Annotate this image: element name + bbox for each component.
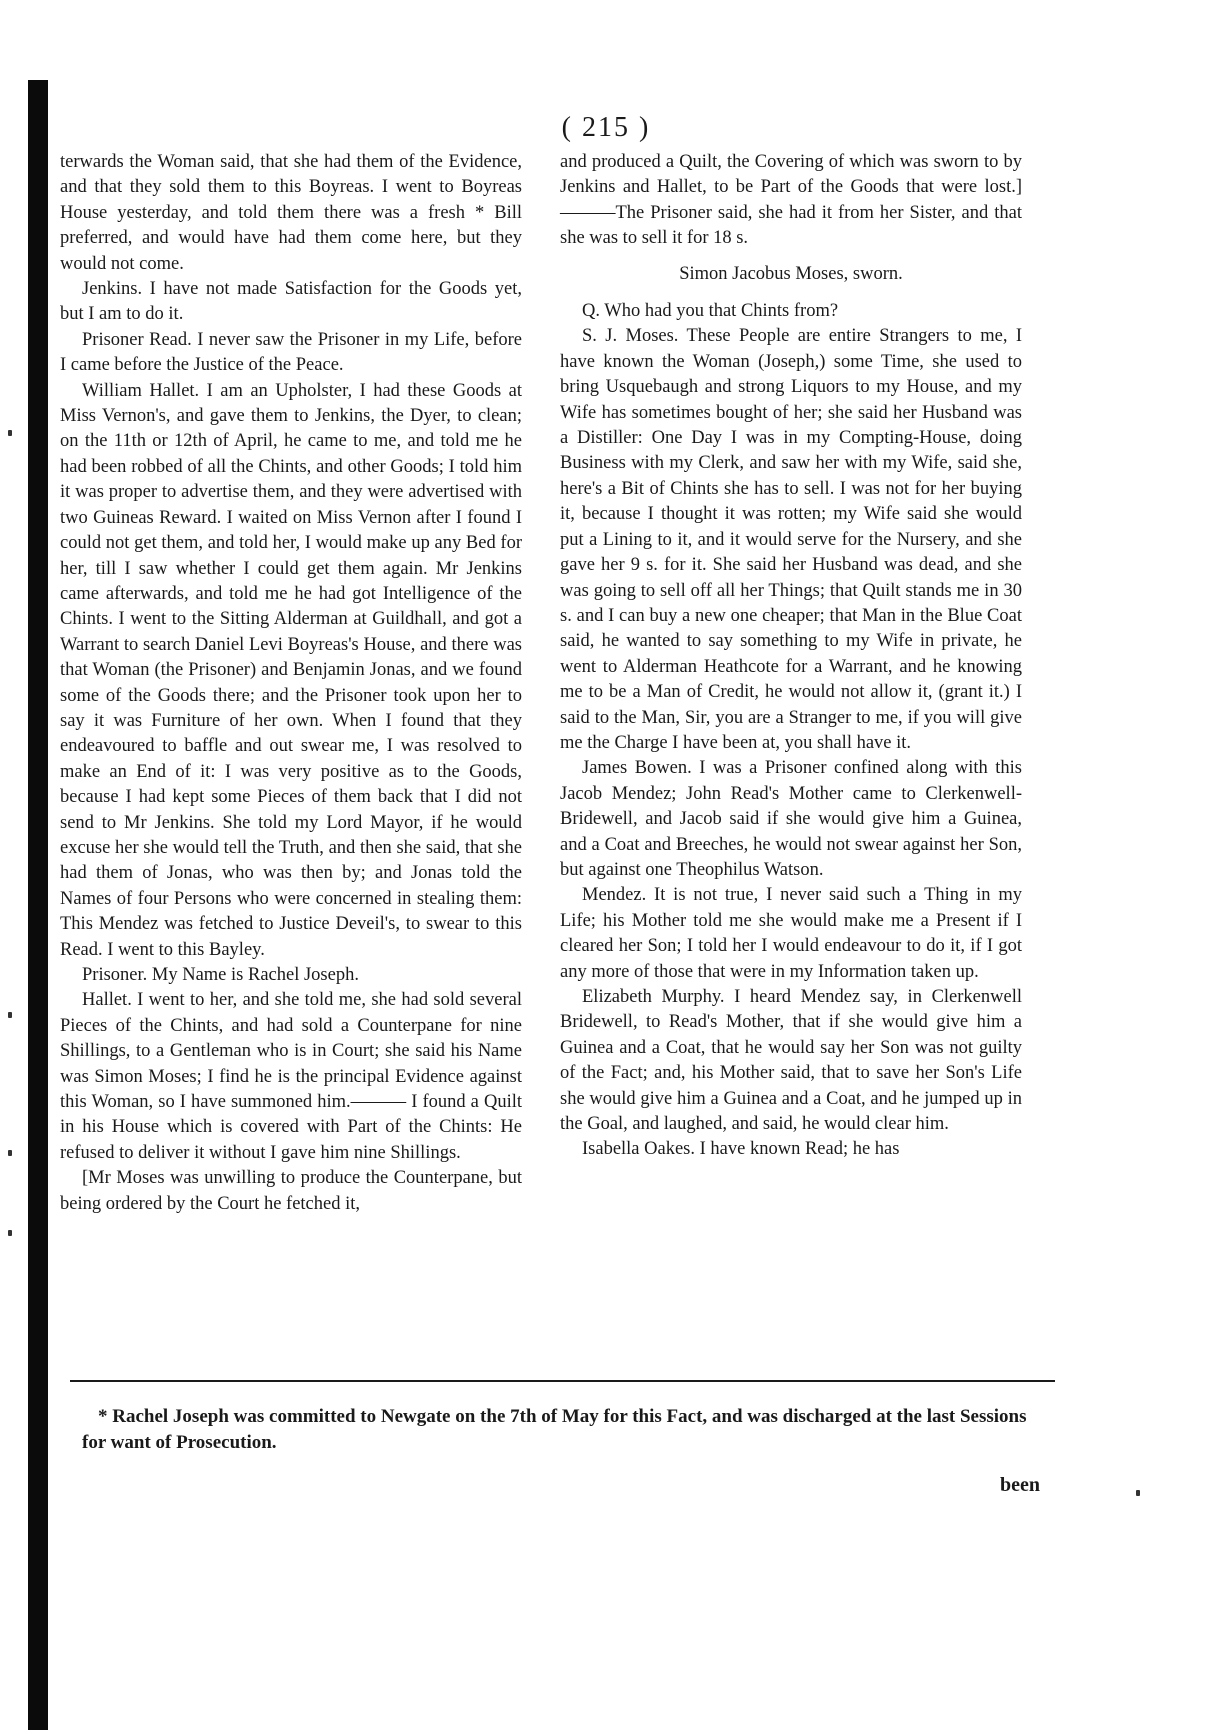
paragraph: Prisoner. My Name is Rachel Joseph. [82,965,359,985]
scan-speck [8,1150,12,1156]
paragraph: James Bowen. I was a Prisoner confined along with this Jacob Mendez; John Read's Mother came to Clerkenwell-Bridewell, and Jacob said if she would give him a Guinea, and a Coat and Breeches, he would not swear against her Son, but against one Theophilus Watson. [560,758,1022,880]
paragraph: Elizabeth Murphy. I heard Mendez say, in Clerkenwell Bridewell, to Read's Mother, that if she would give him a Guinea and a Coat, that he would say her Son was not guilty of the Fact; and, his Mother said, that to save her Son's Life she would give him a Guinea and a Coat, and he jumped up in the Goal, and laughed, and said, he would clear him. [560,987,1022,1135]
binding-edge [28,80,48,1730]
footnote: * Rachel Joseph was committed to Newgate on the 7th of May for this Fact, and was discharged at the last Sessions for want of Prosecution. [82,1406,1027,1453]
page-number: ( 215 ) [561,112,651,143]
paragraph: Jenkins. I have not made Satisfaction for the Goods yet, but I am to do it. [60,279,522,325]
paragraph: Isabella Oakes. I have known Read; he has [582,1139,900,1160]
paragraph: Q. Who had you that Chints from? [582,301,839,322]
right-column [560,150,1022,1163]
scan-speck [8,430,12,436]
footnote-rule [70,1380,1055,1382]
paragraph: S. J. Moses. These People are entire Strangers to me, I have known the Woman (Joseph,) some Time, she used to bring Usquebaugh and strong Liquors to my House, and my Wife has sometimes bought of her; she said her Husband was a Distiller: One Day I was in my Compting-House, doing Business with my Clerk, and saw her with my Wife, said she, here's a Bit of Chints she has to sell. I was not for her buying it, because I thought it was rotten; my Wife said she would put a Lining to it, and it would serve for the Nursery, and she gave her 9 s. for it. She said her Husband was dead, and she was going to sell off all her Things; that Quilt stands me in 30 s. and I can buy a new one cheaper; that Man in the Blue Coat said, he wanted to say something to my Wife in private, he went to Alderman Heathcote for a Warrant, and he knowing me to be a Man of Credit, he would not allow it, (grant it.) I said to the Man, Sir, you are a Stranger to me, if you will give me the Charge I have been at, you shall have it. [560,326,1022,753]
paragraph: Mendez. It is not true, I never said such a Thing in my Life; his Mother told me she would make me a Present if I cleared her Son; I told her I would endeavour to do it, if I got any more of those that were in my Information taken up. [560,885,1022,982]
left-column [60,150,522,1217]
paragraph: terwards the Woman said, that she had them of the Evidence, and that they sold them to this Boyreas. I went to Boyreas House yesterday, and told them there was a fresh * Bill preferred, and would have had them come here, but they would not come. [60,152,522,274]
paragraph: and produced a Quilt, the Covering of which was sworn to by Jenkins and Hallet, to be Part of the Goods that were lost.]———The Prisoner said, she had it from her Sister, and that she was to sell it for 18 s. [560,152,1022,249]
paragraph: Prisoner Read. I never saw the Prisoner in my Life, before I came before the Justice of the Peace. [60,329,522,376]
paragraph: Hallet. I went to her, and she told me, she had sold several Pieces of the Chints, and had sold a Counterpane for nine Shillings, to a Gentleman who is in Court; she said his Name was Simon Moses; I find he is the principal Evidence against this Woman, so I have summoned him.——— I found a Quilt in his House which is covered with Part of the Chints: He refused to deliver it without I gave him nine Shillings. [60,990,522,1163]
scan-speck [8,1012,12,1018]
paragraph: William Hallet. I am an Upholster, I had these Goods at Miss Vernon's, and gave them to Jenkins, the Dyer, to clean; on the 11th or 12th of April, he came to me, and told me he had been robbed of all the Chints, and other Goods; I told him it was proper to advertise them, and they were advertised with two Guineas Reward. I waited on Miss Vernon after I found I could not get them, and told her, I would make up any Bed for her, till I saw whether I could get them again. Mr Jenkins came afterwards, and told me he had got Intelligence of the Chints. I went to the Sitting Alderman at Guildhall, and got a Warrant to search Daniel Levi Boyreas's House, and there was that Woman (the Prisoner) and Benjamin Jonas, and we found some of the Goods there; and the Prisoner took upon her to say it was Furniture of her own. When I found that they endeavoured to baffle and out swear me, I was resolved to make an End of it: I was very positive as to the Goods, because I had kept some Pieces of them back that I did not send to Mr Jenkins. She told my Lord Mayor, if he would excuse her she would tell the Truth, and then she said, that she had them of Jonas, who was then by; and Jonas told the Names of four Persons who were concerned in stealing them: This Mendez was fetched to Justice Deveil's, to swear to this Read. I went to this Bayley. [60,380,522,960]
scan-speck [8,1230,12,1236]
witness-heading: Simon Jacobus Moses, sworn. [679,263,903,284]
paragraph: [Mr Moses was unwilling to produce the Counterpane, but being ordered by the Court he fetched it, [60,1168,522,1214]
scan-speck [1136,1490,1140,1496]
catchword: been [1000,1474,1040,1496]
